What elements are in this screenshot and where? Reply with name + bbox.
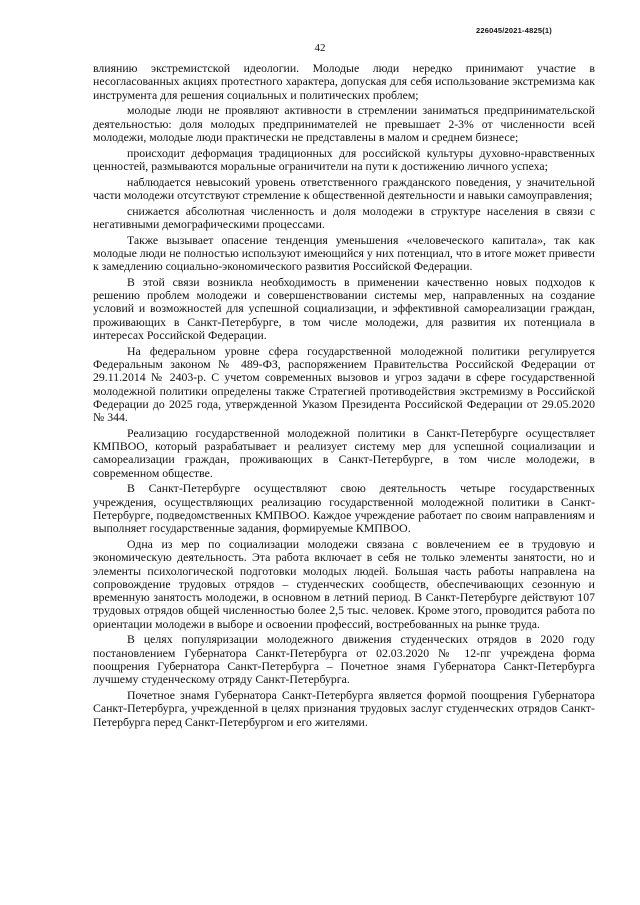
paragraph: Одна из мер по социализации молодежи связана с вовлечением ее в трудовую и экономическую деятельность. Эта работа включает в себя не только элементы занятости, но и элементы психологической подготовки молодых людей. Большая часть работы направлена на сопровождение трудовых отрядов – студенческих сообществ, обеспечивающих сезонную и временную занятость молодежи, в основном в летний период. В Санкт-Петербурге действуют 107 трудовых отрядов общей численностью более 2,5 тыс. человек. Кроме этого, проводится работа по ориентации молодежи в выборе и освоении профессий, востребованных на рынке труда. (93, 537, 595, 631)
paragraph: снижается абсолютная численность и доля молодежи в структуре населения в связи с негативными демографическими процессами. (93, 203, 595, 231)
paragraph: наблюдается невысокий уровень ответственного гражданского поведения, у значительной части молодежи отсутствуют стремление к общественной деятельности и навыки самоуправления; (93, 174, 595, 202)
paragraph: На федеральном уровне сфера государственной молодежной политики регулируется Федеральным законом № 489-ФЗ, распоряжением Правительства Российской Федерации от 29.11.2014 № 2403-р. С учетом современных вызовов и угроз задачи в сфере государственной молодежной политики определены также Стратегией противодействия экстремизму в Российской Федерации до 2025 года, утвержденной Указом Президента Российской Федерации от 29.05.2020 № 344. (93, 343, 595, 425)
paragraph: Также вызывает опасение тенденция уменьшения «человеческого капитала», так как молодые люди не полностью используют имеющийся у них потенциал, что в итоге может привести к замедлению социально-экономического развития Российской Федерации. (93, 232, 595, 274)
paragraph: молодые люди не проявляют активности в стремлении заниматься предпринимательской деятельностью: доля молодых предпринимателей не превышает 2-3% от численности всей молодежи, молодые люди практически не представлены в малом и среднем бизнесе; (93, 103, 595, 144)
paragraph: влиянию экстремистской идеологии. Молодые люди нередко принимают участие в несогласованных акциях протестного характера, допуская для себя использование экстремизма как инструмента для решения социальных и политических проблем; (93, 61, 595, 102)
document-id: 226045/2021-4825(1) (476, 26, 552, 35)
paragraph: В Санкт-Петербурге осуществляют свою деятельность четыре государственных учреждения, осуществляющих реализацию государственной молодежной политики в Санкт-Петербурге, подведомственных КМПВОО. Каждое учреждение работает по своим направлениям и выполняет государственные задания, формируемые КМПВОО. (93, 481, 595, 536)
paragraph: Почетное знамя Губернатора Санкт-Петербурга является формой поощрения Губернатора Санкт-Петербурга, учрежденной в целях признания трудовых заслуг студенческих отрядов Санкт-Петербурга перед Санкт-Петербургом и его жителями. (93, 688, 595, 729)
paragraph: В этой связи возникла необходимость в применении качественно новых подходов к решению проблем молодежи и совершенствовании системы мер, направленных на создание условий и возможностей для успешной социализации, и эффективной самореализации граждан, проживающих в Санкт-Петербурге, в том числе молодежи, для развития их потенциала в интересах Российской Федерации. (93, 274, 595, 342)
paragraph: происходит деформация традиционных для российской культуры духовно-нравственных ценностей, размываются моральные ограничители на пути к достижению личного успеха; (93, 145, 595, 173)
body-text (93, 62, 595, 731)
paragraph: Реализацию государственной молодежной политики в Санкт-Петербурге осуществляет КМПВОО, который разрабатывает и реализует систему мер для успешной социализации и самореализации граждан, проживающих в Санкт-Петербурге, в том числе молодежи, в современном обществе. (93, 425, 595, 480)
page-number: 42 (314, 42, 326, 54)
paragraph: В целях популяризации молодежного движения студенческих отрядов в 2020 году постановлением Губернатора Санкт-Петербурга от 02.03.2020 № 12-пг учреждена форма поощрения Губернатора Санкт-Петербурга – Почетное знамя Губернатора Санкт-Петербурга лучшему студенческому отряду Санкт-Петербурга. (93, 632, 595, 687)
